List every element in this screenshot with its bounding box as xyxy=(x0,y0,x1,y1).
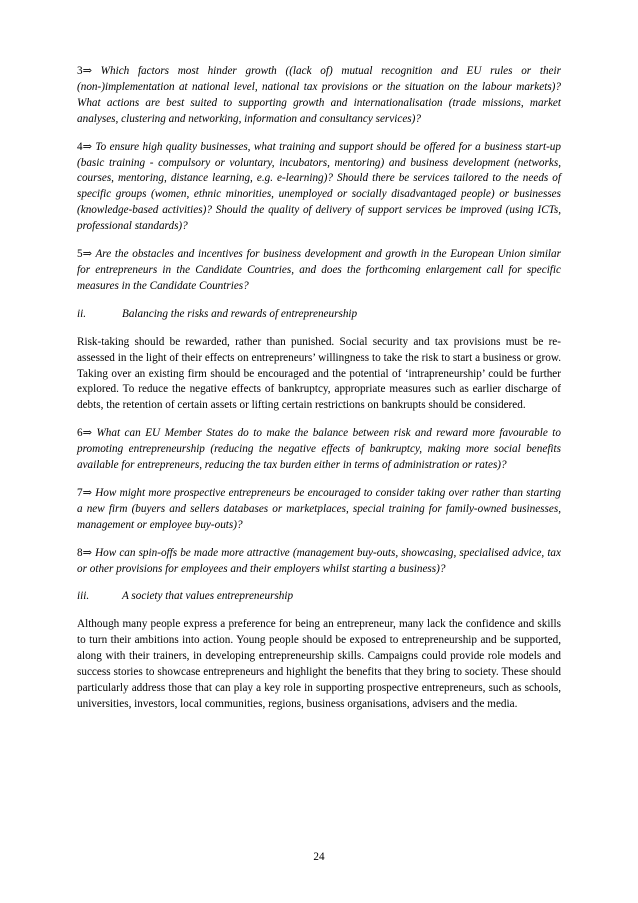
question-text: Which factors most hinder growth ((lack of) mutual recognition and EU rules or their (non-)implementation at national level, national tax provisions or the situation on the labour markets)? What actions are best suited to supporting growth and internationalisation (trade missions, market analyses, clustering and networking, information and consultancy services)? xyxy=(77,65,561,125)
question-7 xyxy=(77,486,561,534)
question-6 xyxy=(77,426,561,474)
section-heading-ii xyxy=(77,307,561,323)
question-number: 8 xyxy=(77,546,83,559)
section-heading-iii xyxy=(77,589,561,605)
question-text: How might more prospective entrepreneurs be encouraged to consider taking over rather than starting a new firm (buyers and sellers databases or marketplaces, special training for family-owned businesses, management or employee buy-outs)? xyxy=(77,486,561,531)
arrow-icon: ⇒ xyxy=(82,427,92,440)
question-number: 4 xyxy=(77,140,83,153)
question-4 xyxy=(77,140,561,235)
section-title: A society that values entrepreneurship xyxy=(122,590,294,603)
question-text: How can spin-offs be made more attractive (management buy-outs, showcasing, specialised advice, tax or other provisions for employees and their employers whilst starting a business)? xyxy=(77,546,561,575)
section-body-iii: Although many people express a preference for being an entrepreneur, many lack the confidence and skills to turn their ambitions into action. Young people should be exposed to entrepreneurship and be supported, along with their trainers, in developing entrepreneurship skills. Campaigns could provide role models and success stories to showcase entrepreneurs and highlight the benefits that they bring to society. These should particularly address those that can play a key role in supporting prospective entrepreneurs, such as schools, universities, investors, local communities, regions, business organisations, advisers and the media. xyxy=(77,618,561,710)
section-body-ii: Risk-taking should be rewarded, rather than punished. Social security and tax provisions must be re-assessed in the light of their effects on entrepreneurs’ willingness to take the risk to start a business or grow. Taking over an existing firm should be encouraged and the potential of ‘intrapreneurship’ could be further explored. To reduce the negative effects of bankruptcy, appropriate measures such as earlier discharge of debts, the retention of certain assets or lifting certain restrictions on bankrupts should be considered. xyxy=(77,335,561,412)
question-text: To ensure high quality businesses, what training and support should be offered for a business start-up (basic training - compulsory or voluntary, incubators, mentoring) and business development (networks, courses, mentoring, distance learning, e.g. e-learning)? Should there be services tailored to the needs of specific groups (women, ethnic minorities, unemployed or socially disadvantaged people) or businesses (knowledge-based activities)? Should the quality of delivery of support services be improved (using ICTs, professional standards)? xyxy=(77,140,561,233)
question-5 xyxy=(77,247,561,295)
arrow-icon: ⇒ xyxy=(82,248,92,261)
page-body xyxy=(77,64,561,725)
arrow-icon: ⇒ xyxy=(82,486,92,499)
question-text: Are the obstacles and incentives for business development and growth in the European Union similar for entrepreneurs in the Candidate Countries, and does the forthcoming enlargement call for specific measures in the Candidate Countries? xyxy=(77,248,561,292)
question-8 xyxy=(77,546,561,578)
question-number: 5 xyxy=(77,248,83,261)
question-3 xyxy=(77,64,561,128)
page-number: 24 xyxy=(313,851,325,863)
question-number: 6 xyxy=(77,427,83,440)
question-text: What can EU Member States do to make the balance between risk and reward more favourable to promoting entrepreneurship (reducing the negative effects of bankruptcy, making more social benefits available for entrepreneurs, reducing the tax burden either in terms of administration or rates)? xyxy=(77,427,561,472)
section-numeral: iii. xyxy=(77,590,90,603)
arrow-icon: ⇒ xyxy=(82,546,92,559)
section-numeral: ii. xyxy=(77,307,87,320)
arrow-icon: ⇒ xyxy=(82,140,92,153)
section-title: Balancing the risks and rewards of entrepreneurship xyxy=(122,307,358,320)
arrow-icon: ⇒ xyxy=(82,65,92,77)
question-number: 7 xyxy=(77,486,83,499)
question-number: 3 xyxy=(77,65,83,77)
